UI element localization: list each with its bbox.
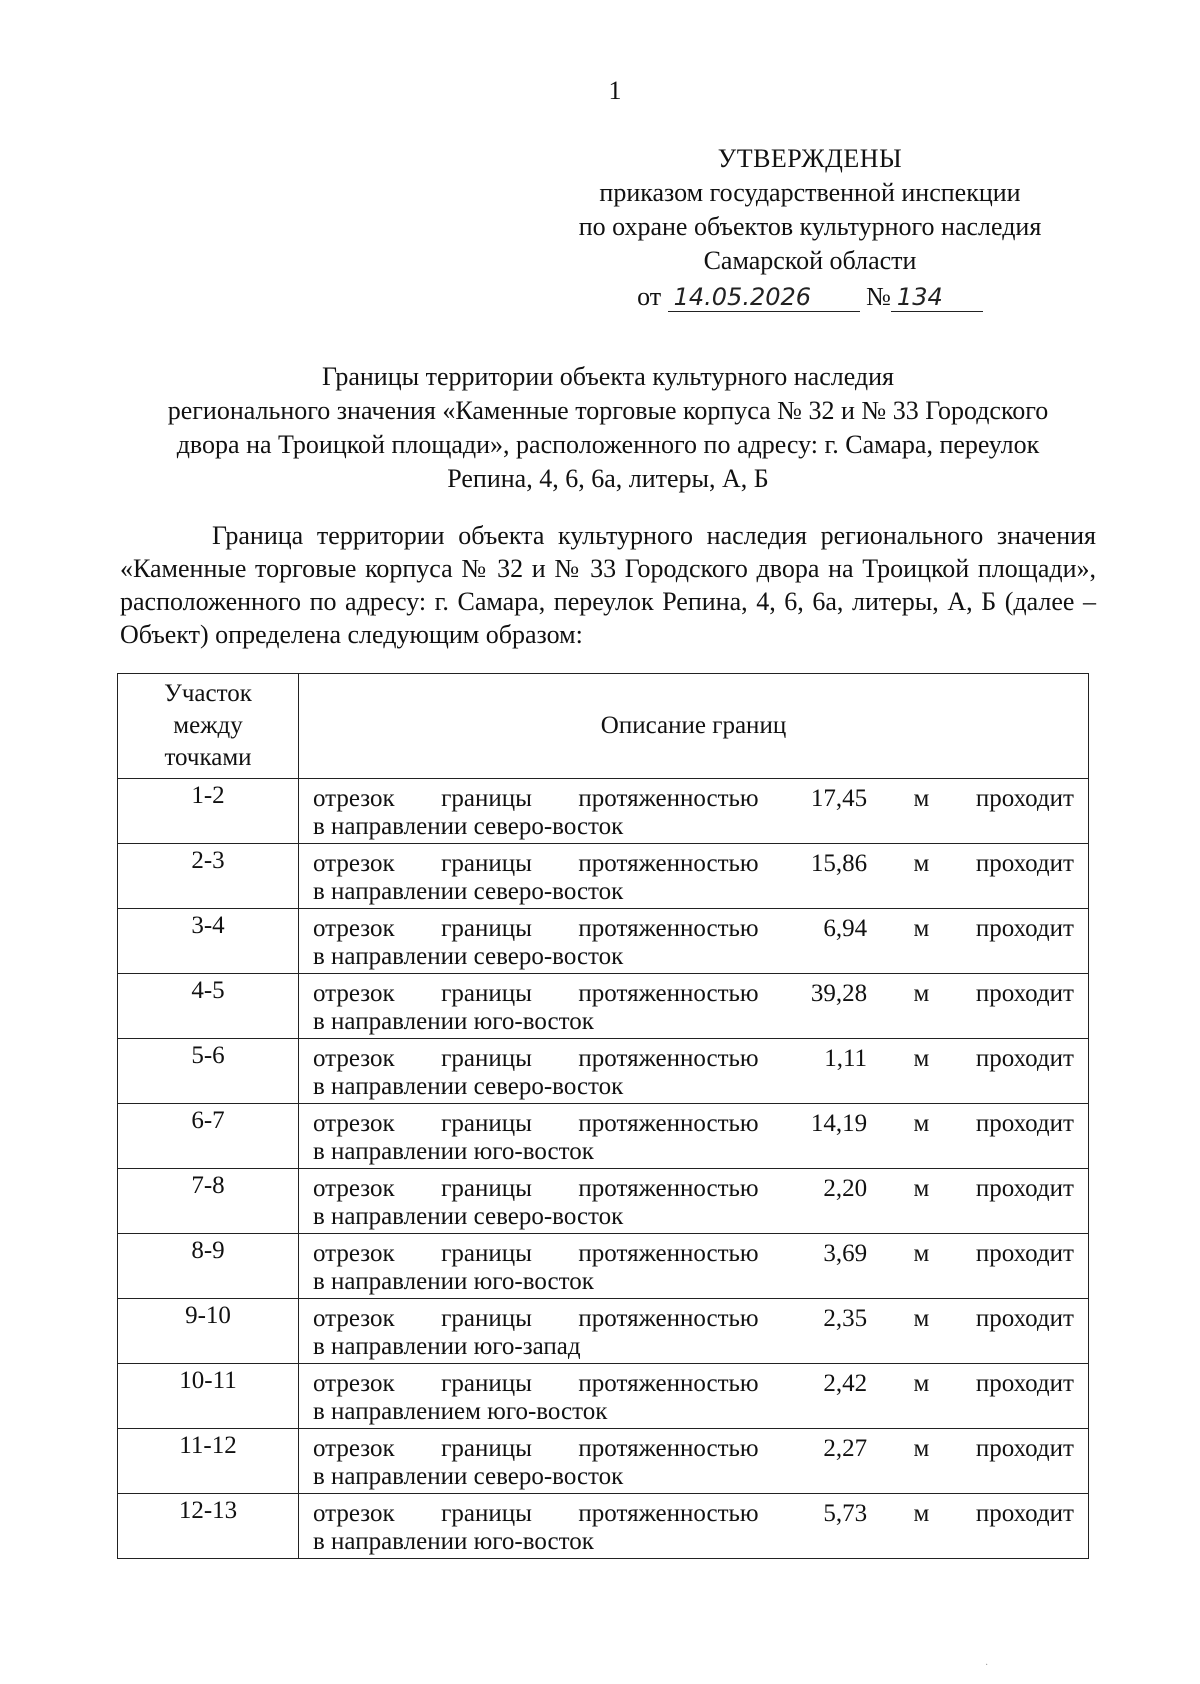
description-cell — [299, 1299, 1089, 1364]
word: протяженностью — [578, 1305, 759, 1332]
header-segment — [118, 674, 299, 779]
length-value: 15,86 — [810, 850, 868, 877]
word: протяженностью — [578, 1435, 759, 1462]
word: отрезок — [313, 1370, 395, 1397]
length-value: 39,28 — [810, 980, 868, 1007]
direction-text: в направлением юго-восток — [313, 1398, 608, 1425]
length-value: 14,19 — [810, 1110, 868, 1137]
segment-cell: 2-3 — [118, 844, 299, 909]
description-line — [313, 785, 1074, 813]
word: протяженностью — [578, 1175, 759, 1202]
direction-text: в направлении северо-восток — [313, 878, 624, 905]
length-value: 5,73 — [823, 1500, 868, 1527]
description-line — [313, 1305, 1074, 1333]
word: проходит — [975, 785, 1074, 812]
description-cell — [299, 1364, 1089, 1429]
word: протяженностью — [578, 1370, 759, 1397]
word: проходит — [975, 1370, 1074, 1397]
word: отрезок — [313, 1240, 395, 1267]
unit: м — [913, 1370, 930, 1397]
document-title-line: Репина, 4, 6, 6а, литеры, А, Б — [447, 464, 769, 493]
table-row — [118, 1494, 1089, 1559]
word: проходит — [975, 915, 1074, 942]
word: отрезок — [313, 1110, 395, 1137]
segment-cell: 12-13 — [118, 1494, 299, 1559]
segment-cell: 8-9 — [118, 1234, 299, 1299]
word: протяженностью — [578, 1240, 759, 1267]
header-segment-line: точками — [164, 744, 252, 771]
direction-text: в направлении северо-восток — [313, 1073, 624, 1100]
word: отрезок — [313, 1045, 395, 1072]
word: границы — [441, 1435, 532, 1462]
description-cell — [299, 909, 1089, 974]
description-line — [313, 1370, 1074, 1398]
word: протяженностью — [578, 980, 759, 1007]
word: границы — [441, 1500, 532, 1527]
word: проходит — [975, 980, 1074, 1007]
description-line — [313, 1240, 1074, 1268]
unit: м — [913, 1175, 930, 1202]
description-cell — [299, 844, 1089, 909]
page-number: 1 — [608, 76, 622, 105]
table-row — [118, 1299, 1089, 1364]
table-row — [118, 909, 1089, 974]
word: границы — [441, 850, 532, 877]
word: отрезок — [313, 1500, 395, 1527]
length-value: 17,45 — [810, 785, 868, 812]
direction-text: в направлении юго-восток — [313, 1138, 594, 1165]
word: границы — [441, 980, 532, 1007]
word: протяженностью — [578, 1045, 759, 1072]
length-value: 2,42 — [823, 1370, 868, 1397]
unit: м — [913, 1500, 930, 1527]
document-title-line: регионального значения «Каменные торговые корпуса № 32 и № 33 Городского — [167, 396, 1049, 425]
header-description: Описание границ — [299, 674, 1089, 779]
number-label: № — [866, 282, 891, 311]
header-segment-line: между — [173, 712, 243, 739]
approval-date-line — [540, 280, 1080, 314]
header-segment-line: Участок — [164, 680, 252, 707]
from-label: от — [637, 282, 662, 311]
word: отрезок — [313, 785, 395, 812]
description-line — [313, 850, 1074, 878]
length-value: 2,20 — [823, 1175, 868, 1202]
description-line — [313, 980, 1074, 1008]
approval-block — [540, 142, 1080, 314]
description-line — [313, 1435, 1074, 1463]
word: проходит — [975, 1175, 1074, 1202]
word: протяженностью — [578, 850, 759, 877]
word: границы — [441, 1240, 532, 1267]
table-row — [118, 779, 1089, 844]
table-row — [118, 1429, 1089, 1494]
word: протяженностью — [578, 1110, 759, 1137]
word: проходит — [975, 1110, 1074, 1137]
direction-text: в направлении северо-восток — [313, 943, 624, 970]
description-cell — [299, 1169, 1089, 1234]
direction-text: в направлении юго-восток — [313, 1268, 594, 1295]
description-line — [313, 1045, 1074, 1073]
table-row — [118, 1364, 1089, 1429]
table-body — [118, 779, 1089, 1559]
scan-speck: · — [985, 1660, 989, 1671]
word: отрезок — [313, 1175, 395, 1202]
word: отрезок — [313, 1305, 395, 1332]
description-cell — [299, 779, 1089, 844]
unit: м — [913, 1435, 930, 1462]
unit: м — [913, 785, 930, 812]
word: проходит — [975, 1045, 1074, 1072]
boundaries-table — [117, 673, 1089, 1559]
unit: м — [913, 1110, 930, 1137]
document-title-line: Границы территории объекта культурного наследия — [321, 362, 895, 391]
word: границы — [441, 1370, 532, 1397]
unit: м — [913, 1305, 930, 1332]
approval-line: Самарской области — [703, 246, 917, 275]
segment-cell: 7-8 — [118, 1169, 299, 1234]
word: границы — [441, 785, 532, 812]
description-line — [313, 915, 1074, 943]
approval-title: УТВЕРЖДЕНЫ — [717, 144, 903, 173]
document-title — [118, 360, 1098, 496]
description-cell — [299, 1429, 1089, 1494]
document-title-line: двора на Троицкой площади», расположенного по адресу: г. Самара, переулок — [176, 430, 1040, 459]
direction-text: в направлении юго-восток — [313, 1008, 594, 1035]
word: проходит — [975, 850, 1074, 877]
description-line — [313, 1175, 1074, 1203]
unit: м — [913, 915, 930, 942]
intro-paragraph: Граница территории объекта культурного наследия регионального значения «Каменные торговые корпуса № 32 и № 33 Городского двора на Троицкой площади», расположенного по адресу: г. Самара, переулок Репина, 4, 6, 6а, литеры, А, Б (далее – Объект) определена следующим образом: — [120, 521, 1096, 649]
word: протяженностью — [578, 1500, 759, 1527]
table-header-row — [118, 674, 1089, 779]
word: отрезок — [313, 980, 395, 1007]
word: границы — [441, 1045, 532, 1072]
length-value: 2,35 — [823, 1305, 868, 1332]
description-cell — [299, 1494, 1089, 1559]
segment-cell: 6-7 — [118, 1104, 299, 1169]
word: протяженностью — [578, 785, 759, 812]
word: границы — [441, 1305, 532, 1332]
segment-cell: 10-11 — [118, 1364, 299, 1429]
direction-text: в направлении северо-восток — [313, 1203, 624, 1230]
word: границы — [441, 1110, 532, 1137]
table-row — [118, 1039, 1089, 1104]
description-cell — [299, 1039, 1089, 1104]
unit: м — [913, 1045, 930, 1072]
length-value: 3,69 — [823, 1240, 868, 1267]
handwritten-date: 14.05.2026 — [668, 283, 860, 312]
direction-text: в направлении северо-восток — [313, 1463, 624, 1490]
table-row — [118, 1104, 1089, 1169]
approval-line: приказом государственной инспекции — [599, 178, 1021, 207]
segment-cell: 5-6 — [118, 1039, 299, 1104]
word: отрезок — [313, 915, 395, 942]
direction-text: в направлении юго-запад — [313, 1333, 581, 1360]
description-line — [313, 1500, 1074, 1528]
word: границы — [441, 1175, 532, 1202]
direction-text: в направлении северо-восток — [313, 813, 624, 840]
word: проходит — [975, 1240, 1074, 1267]
table-row — [118, 844, 1089, 909]
word: проходит — [975, 1435, 1074, 1462]
length-value: 6,94 — [823, 915, 868, 942]
word: проходит — [975, 1305, 1074, 1332]
table-row — [118, 1169, 1089, 1234]
segment-cell: 1-2 — [118, 779, 299, 844]
direction-text: в направлении юго-восток — [313, 1528, 594, 1555]
table-row — [118, 974, 1089, 1039]
unit: м — [913, 850, 930, 877]
length-value: 2,27 — [823, 1435, 868, 1462]
length-value: 1,11 — [824, 1045, 868, 1072]
unit: м — [913, 980, 930, 1007]
segment-cell: 9-10 — [118, 1299, 299, 1364]
segment-cell: 3-4 — [118, 909, 299, 974]
segment-cell: 4-5 — [118, 974, 299, 1039]
word: отрезок — [313, 1435, 395, 1462]
description-cell — [299, 1104, 1089, 1169]
approval-line: по охране объектов культурного наследия — [578, 212, 1042, 241]
word: протяженностью — [578, 915, 759, 942]
segment-cell: 11-12 — [118, 1429, 299, 1494]
word: отрезок — [313, 850, 395, 877]
handwritten-number: 134 — [891, 283, 983, 312]
unit: м — [913, 1240, 930, 1267]
description-cell — [299, 1234, 1089, 1299]
description-line — [313, 1110, 1074, 1138]
word: границы — [441, 915, 532, 942]
description-cell — [299, 974, 1089, 1039]
word: проходит — [975, 1500, 1074, 1527]
table-row — [118, 1234, 1089, 1299]
